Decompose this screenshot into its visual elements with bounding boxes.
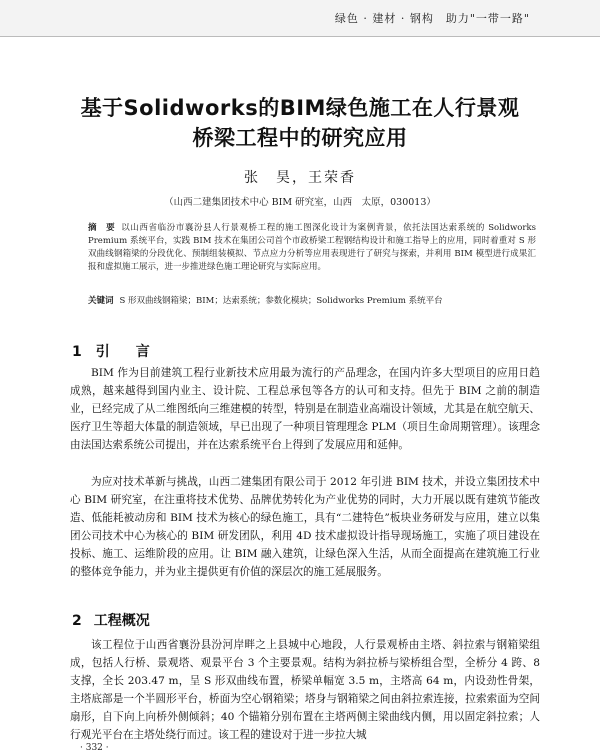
section-heading-introduction — [72, 341, 156, 361]
authors: 张 昊，王荣香 — [244, 170, 356, 186]
overview-paragraph-1: 该工程位于山西省襄汾县汾河岸畔之上县城中心地段，人行景观桥由主塔、斜拉索与钢箱梁组成，包括人行桥、景观塔、观景平台 3 个主要景观。结构为斜拉桥与梁桥组合型，全桥分 4 跨、8 支撑，全长 203.47 m，呈 S 形双曲线布置，桥梁单幅宽 3.5 m，主塔高 64 m，内设劲性骨架，主塔底部是一个半圆形平台，桥面为空心钢箱梁；塔身与钢箱梁之间由斜拉索连接，拉索索面为空间扇形，自下向上向桥外侧倾斜；40 个锚箱分别布置在主塔两侧主梁曲线内侧，用以固定斜拉索；人行观光平台在主塔处绕行而过。该工程的建设对于进一步拉大城 — [70, 639, 540, 741]
article-title-line-1: 基于Solidworks的BIM绿色施工在人行景观 — [80, 96, 520, 120]
intro-paragraph-1: BIM 作为目前建筑工程行业新技术应用最为流行的产品理念，在国内许多大型项目的应用日趋成熟，越来越得到国内业主、设计院、工程总承包等各方的认可和支持。但先于 BIM 之前的制造业，已经完成了从二维图纸向三维建模的转型，特别是在制造业高端设计领域，尤其是在航空航天、医疗卫生等超大体量的制造领域，早已出现了一种项目管理理念 PLM（项目生命周期管理）。该理念由法国达索系统公司提出，并在达索系统平台上得到了发展应用和延伸。 — [70, 367, 540, 451]
keywords-text: S 形双曲线钢箱梁；BIM；达索系统；参数化模块；Solidworks Premium 系统平台 — [119, 296, 443, 306]
journal-header-text: 绿色 · 建材 · 钢构 助力"一带一路" — [334, 12, 530, 25]
section-heading-project-overview — [72, 610, 150, 630]
abstract-text: 以山西省临汾市襄汾县人行景观桥工程的施工图深化设计为案例背景，依托法国达索系统的 Solidworks Premium 系统平台，实践 BIM 技术在集团公司首个市政桥梁工程钢结构设计和施工指导上的应用，同时着重对 S 形双曲线钢箱梁的分段优化、预制组装模拟、节点应力分析等应用表现进行了研究与探索，并利用 BIM 模型进行成果汇报和虚拟施工展示，进一步推进绿色施工理论研究与实际应用。 — [88, 223, 536, 272]
page-number: · 332 · — [80, 743, 109, 753]
section-number: 1 — [72, 344, 82, 360]
section-title: 工程概况 — [93, 613, 150, 629]
section-title: 引 言 — [95, 344, 156, 360]
abstract — [88, 222, 536, 274]
article-title-line-2: 桥梁工程中的研究应用 — [192, 126, 408, 150]
journal-header-band — [0, 0, 600, 37]
section-number: 2 — [72, 613, 82, 629]
keywords — [88, 295, 536, 308]
intro-paragraph-2: 为应对技术革新与挑战，山西二建集团有限公司于 2012 年引进 BIM 技术，并设立集团技术中心 BIM 研究室，在注重将技术优势、品牌优势转化为产业优势的同时，大力开展以既有建筑节能改造、低能耗被动房和 BIM 技术为核心的绿色施工，具有“二建特色”板块业务研发与应用，建立以集团公司技术中心为核心的 BIM 研发团队，利用 4D 技术虚拟设计指导现场施工，实施了项目建设在投标、施工、运维阶段的应用。让 BIM 融入建筑，让绿色深入生活，从而全面提高在建筑施工行业的整体竞争能力，并为业主提供更有价值的深层次的施工延展服务。 — [70, 476, 540, 578]
keywords-label: 关键词 — [88, 296, 114, 306]
affiliation: （山西二建集团技术中心 BIM 研究室，山西 太原，030013） — [164, 197, 436, 208]
abstract-label: 摘 要 — [88, 223, 116, 233]
